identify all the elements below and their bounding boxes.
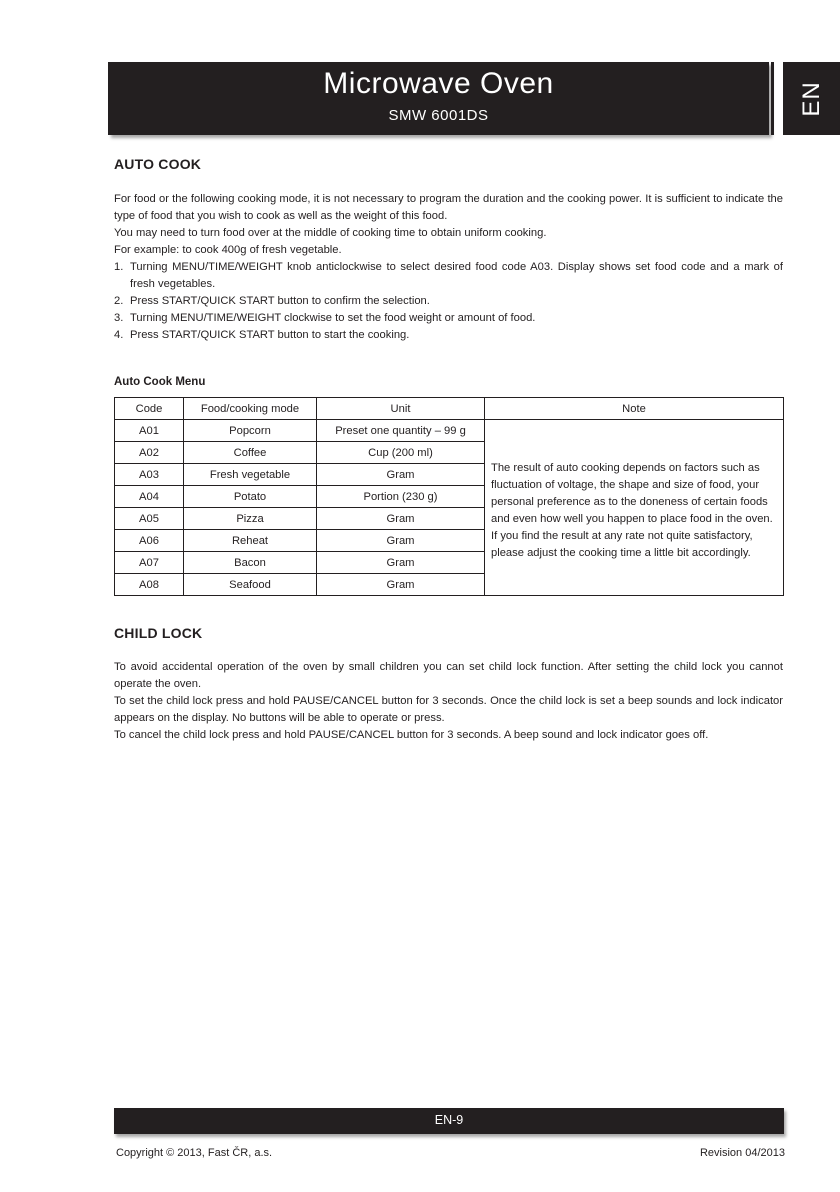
food-cell: Reheat — [184, 530, 317, 552]
column-header-note: Note — [485, 398, 784, 420]
unit-cell: Preset one quantity – 99 g — [317, 420, 485, 442]
table-header-row — [115, 398, 784, 420]
child-lock-paragraph-2: To set the child lock press and hold PAUSE/CANCEL button for 3 seconds. Once the child lock is set a beep sounds and lock indicator appears on the display. No buttons will be able to operate or press. — [114, 695, 783, 724]
child-lock-paragraph-1: To avoid accidental operation of the oven by small children you can set child lock function. After setting the child lock you cannot operate the oven. — [114, 661, 783, 690]
step-number: 2. — [114, 295, 124, 307]
auto-cook-menu-caption: Auto Cook Menu — [114, 376, 206, 388]
step-number: 4. — [114, 329, 124, 341]
note-cell: The result of auto cooking depends on factors such as fluctuation of voltage, the shape and size of food, your personal preference as to the doneness of certain foods and even how well you happen to place food in the oven. If you find the result at any rate not quite satisfactory, please adjust the cooking time a little bit accordingly. — [485, 420, 784, 596]
footer-band — [114, 1108, 784, 1134]
step-text: Press START/QUICK START button to start the cooking. — [130, 329, 410, 341]
copyright-text: Copyright © 2013, Fast ČR, a.s. — [116, 1147, 273, 1159]
table-row — [115, 420, 784, 442]
child-lock-heading: CHILD LOCK — [114, 625, 203, 641]
unit-cell: Gram — [317, 530, 485, 552]
auto-cook-step — [114, 259, 783, 293]
step-text: Press START/QUICK START button to confirm the selection. — [130, 295, 430, 307]
auto-cook-step — [114, 310, 783, 327]
auto-cook-step — [114, 327, 783, 344]
header-divider — [771, 62, 774, 135]
step-number: 3. — [114, 312, 124, 324]
food-cell: Pizza — [184, 508, 317, 530]
code-cell: A04 — [115, 486, 184, 508]
code-cell: A05 — [115, 508, 184, 530]
auto-cook-intro-2: You may need to turn food over at the middle of cooking time to obtain uniform cooking. — [114, 227, 547, 239]
code-cell: A07 — [115, 552, 184, 574]
step-number: 1. — [114, 261, 124, 273]
column-header-unit: Unit — [317, 398, 485, 420]
food-cell: Popcorn — [184, 420, 317, 442]
model-number: SMW 6001DS — [388, 107, 489, 124]
unit-cell: Gram — [317, 464, 485, 486]
unit-cell: Gram — [317, 574, 485, 596]
step-text: Turning MENU/TIME/WEIGHT clockwise to set the food weight or amount of food. — [130, 312, 536, 324]
column-header-food: Food/cooking mode — [184, 398, 317, 420]
code-cell: A02 — [115, 442, 184, 464]
auto-cook-intro-3: For example: to cook 400g of fresh vegetable. — [114, 244, 342, 256]
child-lock-paragraph-3: To cancel the child lock press and hold PAUSE/CANCEL button for 3 seconds. A beep sound and lock indicator goes off. — [114, 729, 709, 741]
code-cell: A01 — [115, 420, 184, 442]
auto-cook-step — [114, 293, 783, 310]
unit-cell: Cup (200 ml) — [317, 442, 485, 464]
language-label: EN — [797, 80, 825, 117]
step-text: Turning MENU/TIME/WEIGHT knob anticlockwise to select desired food code A03. Display shows set food code and a mark of fresh vegetables. — [130, 261, 783, 290]
header-band — [108, 62, 769, 135]
food-cell: Potato — [184, 486, 317, 508]
column-header-code: Code — [115, 398, 184, 420]
auto-cook-body — [114, 191, 783, 344]
auto-cook-intro-1: For food or the following cooking mode, it is not necessary to program the duration and the cooking power. It is sufficient to indicate the type of food that you wish to cook as well as the weight of this food. — [114, 193, 783, 222]
unit-cell: Portion (230 g) — [317, 486, 485, 508]
food-cell: Fresh vegetable — [184, 464, 317, 486]
code-cell: A08 — [115, 574, 184, 596]
food-cell: Bacon — [184, 552, 317, 574]
unit-cell: Gram — [317, 552, 485, 574]
food-cell: Coffee — [184, 442, 317, 464]
page-title: Microwave Oven — [323, 67, 554, 100]
revision-text: Revision 04/2013 — [699, 1147, 785, 1159]
code-cell: A06 — [115, 530, 184, 552]
child-lock-body — [114, 659, 783, 744]
code-cell: A03 — [115, 464, 184, 486]
auto-cook-heading: AUTO COOK — [114, 156, 202, 172]
unit-cell: Gram — [317, 508, 485, 530]
food-cell: Seafood — [184, 574, 317, 596]
page-number: EN-9 — [434, 1113, 464, 1127]
auto-cook-menu-table — [114, 397, 784, 596]
language-tab — [783, 62, 840, 135]
